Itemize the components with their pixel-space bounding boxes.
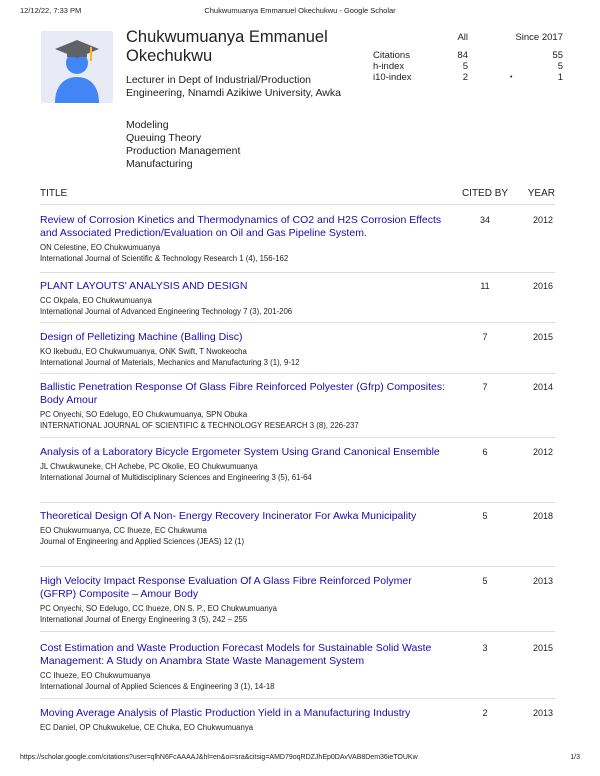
row-divider <box>40 502 555 503</box>
publication-title-link[interactable]: Cost Estimation and Waste Production Forecast Models for Sustainable Solid Waste Management: A Study on Anambra State Waste Management System <box>40 642 432 667</box>
publication-row <box>40 642 555 692</box>
metric-all-value: 84 <box>457 50 468 61</box>
publication-row <box>40 280 555 317</box>
publication-venue: International Journal of Scientific & Technology Research 1 (4), 156-162 <box>40 254 289 263</box>
metric-label[interactable]: h-index <box>373 61 405 72</box>
publication-year: 2015 <box>532 643 553 653</box>
publication-row <box>40 446 555 483</box>
publication-year: 2013 <box>532 576 553 586</box>
cited-by-count-link[interactable]: 7 <box>482 382 488 392</box>
publication-title-link[interactable]: Design of Pelletizing Machine (Balling Disc) <box>40 331 243 343</box>
publication-title-link[interactable]: Ballistic Penetration Response Of Glass Fibre Reinforced Polyester (Gfrp) Composites: Body Amour <box>40 381 445 406</box>
interest-link[interactable]: Queuing Theory <box>126 132 202 144</box>
row-divider <box>40 437 555 438</box>
row-divider <box>40 566 555 567</box>
avatar[interactable] <box>41 31 113 103</box>
row-divider <box>40 272 555 273</box>
cited-by-count-link[interactable]: 5 <box>482 576 488 586</box>
publication-authors: EO Chukwumuanya, CC Ihueze, EC Chukwuma <box>40 526 207 535</box>
metric-label[interactable]: i10-index <box>373 72 412 83</box>
header-divider <box>40 204 555 205</box>
publication-year: 2018 <box>532 511 553 521</box>
research-interests <box>126 119 356 171</box>
publication-row <box>40 707 555 733</box>
publication-row <box>40 331 555 368</box>
publication-title-link[interactable]: Theoretical Design Of A Non- Energy Recovery Incinerator For Awka Municipality <box>40 510 417 522</box>
metric-mark: • <box>510 74 513 81</box>
publication-year: 2013 <box>532 708 553 718</box>
publication-year: 2012 <box>532 447 553 457</box>
cited-by-column-header[interactable]: CITED BY <box>461 188 509 199</box>
publication-year: 2012 <box>532 215 553 225</box>
metric-since-value: 55 <box>552 50 563 61</box>
metrics-row-citations <box>373 50 563 61</box>
publication-authors: ON Celestine, EO Chukwumuanya <box>40 243 161 252</box>
row-divider <box>40 631 555 632</box>
metric-since-value: 1 <box>557 72 563 83</box>
publication-authors: CC Okpala, EO Chukwumuanya <box>40 296 152 305</box>
publication-row <box>40 575 555 625</box>
profile-affiliation: Lecturer in Dept of Industrial/Production Engineering, Nnamdi Azikiwe University, Awka <box>126 74 341 99</box>
print-page-title: Chukwumuanya Emmanuel Okechukwu - Google Scholar <box>204 6 396 15</box>
publication-authors: PC Onyechi, SO Edelugo, CC Ihueze, ON S. P., EO Chukwumuanya <box>40 604 277 613</box>
publication-title-link[interactable]: Review of Corrosion Kinetics and Thermodynamics of CO2 and H2S Corrosion Effects and Associated Prediction/Evaluation on Oil and Gas Pipeline System. <box>40 214 442 239</box>
metrics-header-row <box>373 32 563 44</box>
publication-year: 2014 <box>532 382 553 392</box>
cited-by-count-link[interactable]: 5 <box>482 511 488 521</box>
publication-venue: International Journal of Multidisciplinary Sciences and Engineering 3 (5), 61-64 <box>40 473 312 482</box>
interest-link[interactable]: Production Management <box>126 145 241 157</box>
citation-metrics-table <box>373 32 563 83</box>
print-url: https://scholar.google.com/citations?user=qlhN6FcAAAAJ&hl=en&oi=sra&citsig=AMD79oqRDZJhEp0DAvVAB8Dem36ieTOUKw <box>20 754 418 761</box>
publication-authors: JL Chwukwuneke, CH Achebe, PC Okolie, EO Chukwumuanya <box>40 462 258 471</box>
interest-link[interactable]: Modeling <box>126 119 169 131</box>
publication-year: 2015 <box>532 332 553 342</box>
metric-since-value: 5 <box>557 61 563 72</box>
publication-row <box>40 214 555 264</box>
cited-by-count-link[interactable]: 6 <box>482 447 488 457</box>
publication-title-link[interactable]: Analysis of a Laboratory Bicycle Ergometer System Using Grand Canonical Ensemble <box>40 446 440 458</box>
print-page-number: 1/3 <box>570 754 580 761</box>
metrics-row-i10-index <box>373 72 563 83</box>
publication-row <box>40 510 555 547</box>
publication-venue: International Journal of Applied Sciences & Engineering 3 (1), 14-18 <box>40 682 275 691</box>
profile-name: Chukwumuanya Emmanuel Okechukwu <box>126 28 328 65</box>
publication-title-link[interactable]: PLANT LAYOUTS' ANALYSIS AND DESIGN <box>40 280 248 292</box>
print-header <box>0 6 600 20</box>
publication-venue: International Journal of Energy Engineering 3 (5), 242 – 255 <box>40 615 248 624</box>
cited-by-count-link[interactable]: 3 <box>482 643 488 653</box>
cited-by-count-link[interactable]: 2 <box>482 708 488 718</box>
metric-all-value: 5 <box>462 61 468 72</box>
print-date: 12/12/22, 7:33 PM <box>20 6 82 15</box>
publication-year: 2016 <box>532 281 553 291</box>
metric-all-value: 2 <box>462 72 468 83</box>
scholar-avatar-icon <box>41 31 113 103</box>
publication-authors: CC Ihueze, EO Chukwumuanya <box>40 671 151 680</box>
publication-venue: International Journal of Materials, Mechanics and Manufacturing 3 (1), 9-12 <box>40 358 300 367</box>
row-divider <box>40 373 555 374</box>
publications-table-header <box>40 188 555 202</box>
publication-row <box>40 381 555 431</box>
metrics-header-since: Since 2017 <box>515 32 563 43</box>
publication-title-link[interactable]: Moving Average Analysis of Plastic Production Yield in a Manufacturing Industry <box>40 707 411 719</box>
print-footer <box>0 754 600 768</box>
row-divider <box>40 322 555 323</box>
metric-label[interactable]: Citations <box>373 50 410 61</box>
row-divider <box>40 698 555 699</box>
year-column-header[interactable]: YEAR <box>527 188 555 199</box>
publication-venue: Journal of Engineering and Applied Sciences (JEAS) 12 (1) <box>40 537 245 546</box>
title-column-header[interactable]: TITLE <box>40 188 68 199</box>
metrics-row-h-index <box>373 61 563 72</box>
publication-venue: International Journal of Advanced Engineering Technology 7 (3), 201-206 <box>40 307 293 316</box>
metrics-header-all: All <box>457 32 468 43</box>
publication-authors: EC Daniel, OP Chukwukelue, CE Chuka, EO Chukwumuanya <box>40 723 254 732</box>
publication-venue: INTERNATIONAL JOURNAL OF SCIENTIFIC & TECHNOLOGY RESEARCH 3 (8), 226-237 <box>40 421 359 430</box>
interest-link[interactable]: Manufacturing <box>126 158 193 170</box>
cited-by-count-link[interactable]: 34 <box>479 215 490 225</box>
publication-authors: KO Ikebudu, EO Chukwumuanya, ONK Swift, T Nwokeocha <box>40 347 247 356</box>
cited-by-count-link[interactable]: 7 <box>482 332 488 342</box>
cited-by-count-link[interactable]: 11 <box>480 281 490 291</box>
publication-authors: PC Onyechi, SO Edelugo, EO Chukwumuanya, SPN Obuka <box>40 410 248 419</box>
publication-title-link[interactable]: High Velocity Impact Response Evaluation Of A Glass Fibre Reinforced Polymer (GFRP) Composite – Amour Body <box>40 575 412 600</box>
